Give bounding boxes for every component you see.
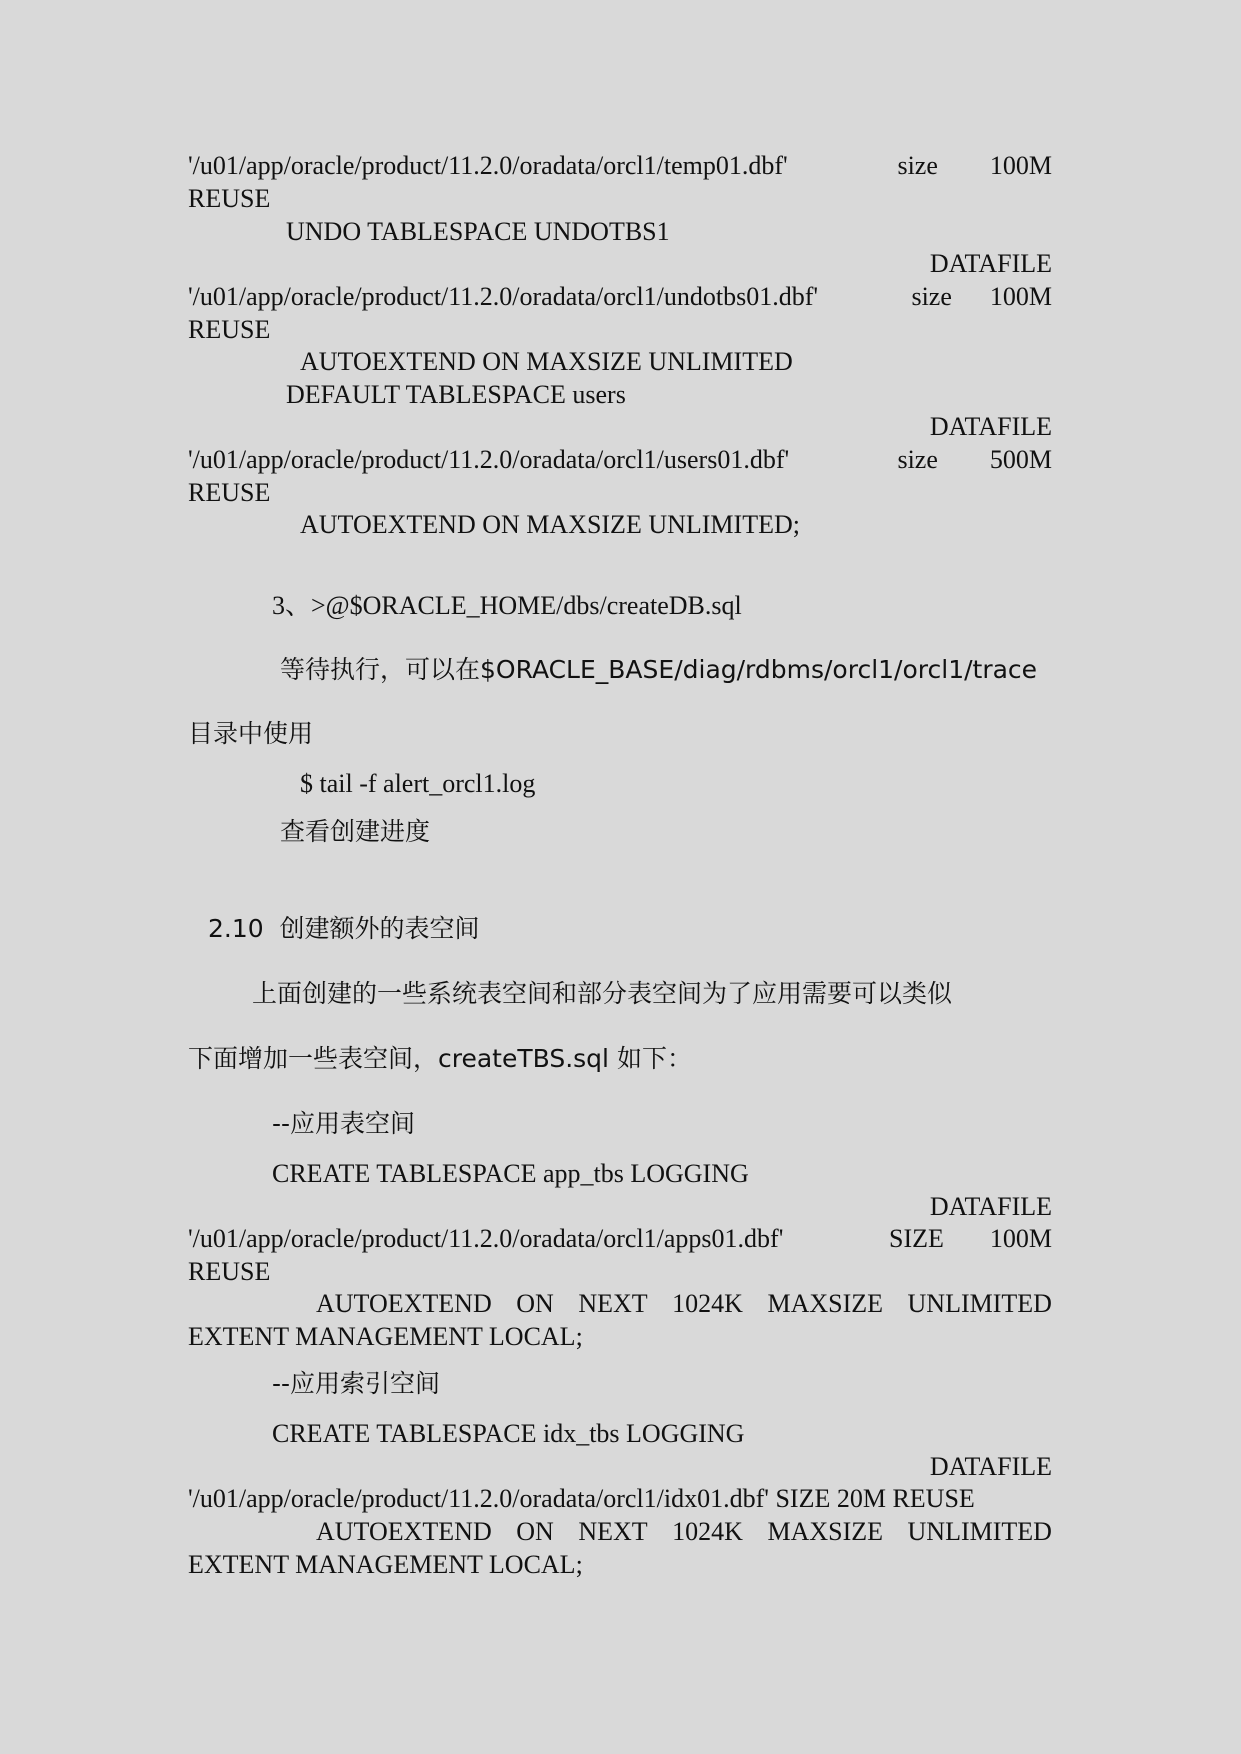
comment-line: --应用索引空间 [272, 1369, 441, 1398]
paragraph-line: 下面增加一些表空间，createTBS.sql 如下： [188, 1044, 692, 1073]
code-line: REUSE [188, 184, 271, 213]
section-heading: 2.10 创建额外的表空间 [208, 914, 480, 943]
code-line: REUSE [188, 315, 271, 344]
tail-command: $ tail -f alert_orcl1.log [300, 769, 536, 798]
size-keyword: size [897, 445, 938, 474]
code-line: REUSE [188, 478, 271, 507]
code-word: ON [516, 1289, 554, 1318]
autoextend-line [188, 1516, 1052, 1548]
datafile-path: '/u01/app/oracle/product/11.2.0/oradata/orcl1/undotbs01.dbf' [188, 282, 819, 311]
code-word: ON [516, 1517, 554, 1546]
size-value: 100M [989, 282, 1052, 311]
code-word: MAXSIZE [767, 1289, 884, 1318]
code-line: AUTOEXTEND ON MAXSIZE UNLIMITED; [300, 510, 800, 539]
code-word: NEXT [578, 1517, 648, 1546]
code-line: AUTOEXTEND ON MAXSIZE UNLIMITED [300, 347, 793, 376]
users-datafile-line [188, 444, 1052, 476]
size-keyword: size [897, 151, 938, 180]
code-word: UNLIMITED [907, 1517, 1052, 1546]
size-value: 100M [989, 151, 1052, 180]
code-word: NEXT [578, 1289, 648, 1318]
apps-datafile-line [188, 1223, 1052, 1255]
code-line: EXTENT MANAGEMENT LOCAL; [188, 1322, 583, 1351]
code-line: DEFAULT TABLESPACE users [286, 380, 626, 409]
code-line: DATAFILE [929, 1192, 1052, 1221]
code-word: MAXSIZE [767, 1517, 884, 1546]
datafile-path: '/u01/app/oracle/product/11.2.0/oradata/orcl1/temp01.dbf' [188, 151, 788, 180]
datafile-path: '/u01/app/oracle/product/11.2.0/oradata/orcl1/users01.dbf' [188, 445, 790, 474]
code-word: 1024K [672, 1517, 743, 1546]
code-line: CREATE TABLESPACE app_tbs LOGGING [272, 1159, 749, 1188]
paragraph-line: 目录中使用 [188, 719, 314, 748]
size-keyword: SIZE [888, 1224, 944, 1253]
comment-line: --应用表空间 [272, 1109, 416, 1138]
code-line: CREATE TABLESPACE idx_tbs LOGGING [272, 1419, 745, 1448]
undo-datafile-line [188, 281, 1052, 313]
paragraph-line: 等待执行，可以在$ORACLE_BASE/diag/rdbms/orcl1/orcl1/trace [280, 655, 1038, 684]
code-line: EXTENT MANAGEMENT LOCAL; [188, 1550, 583, 1579]
paragraph-line: 查看创建进度 [280, 817, 431, 846]
datafile-path: '/u01/app/oracle/product/11.2.0/oradata/orcl1/apps01.dbf' [188, 1224, 784, 1253]
paragraph-line: 上面创建的一些系统表空间和部分表空间为了应用需要可以类似 [252, 979, 953, 1008]
size-value: 100M [989, 1224, 1052, 1253]
size-value: 500M [989, 445, 1052, 474]
size-keyword: size [911, 282, 952, 311]
code-word: UNLIMITED [907, 1289, 1052, 1318]
code-line: DATAFILE [929, 412, 1052, 441]
code-line: UNDO TABLESPACE UNDOTBS1 [286, 217, 670, 246]
temp-datafile-line [188, 150, 1052, 182]
code-word: 1024K [672, 1289, 743, 1318]
code-line: REUSE [188, 1257, 271, 1286]
code-word: AUTOEXTEND [316, 1289, 492, 1318]
autoextend-line [188, 1288, 1052, 1320]
code-line: DATAFILE [929, 1452, 1052, 1481]
code-word: AUTOEXTEND [316, 1517, 492, 1546]
code-line: DATAFILE [929, 249, 1052, 278]
step-3-command: 3、>@$ORACLE_HOME/dbs/createDB.sql [272, 591, 742, 620]
idx-datafile-line: '/u01/app/oracle/product/11.2.0/oradata/orcl1/idx01.dbf' SIZE 20M REUSE [188, 1484, 975, 1513]
